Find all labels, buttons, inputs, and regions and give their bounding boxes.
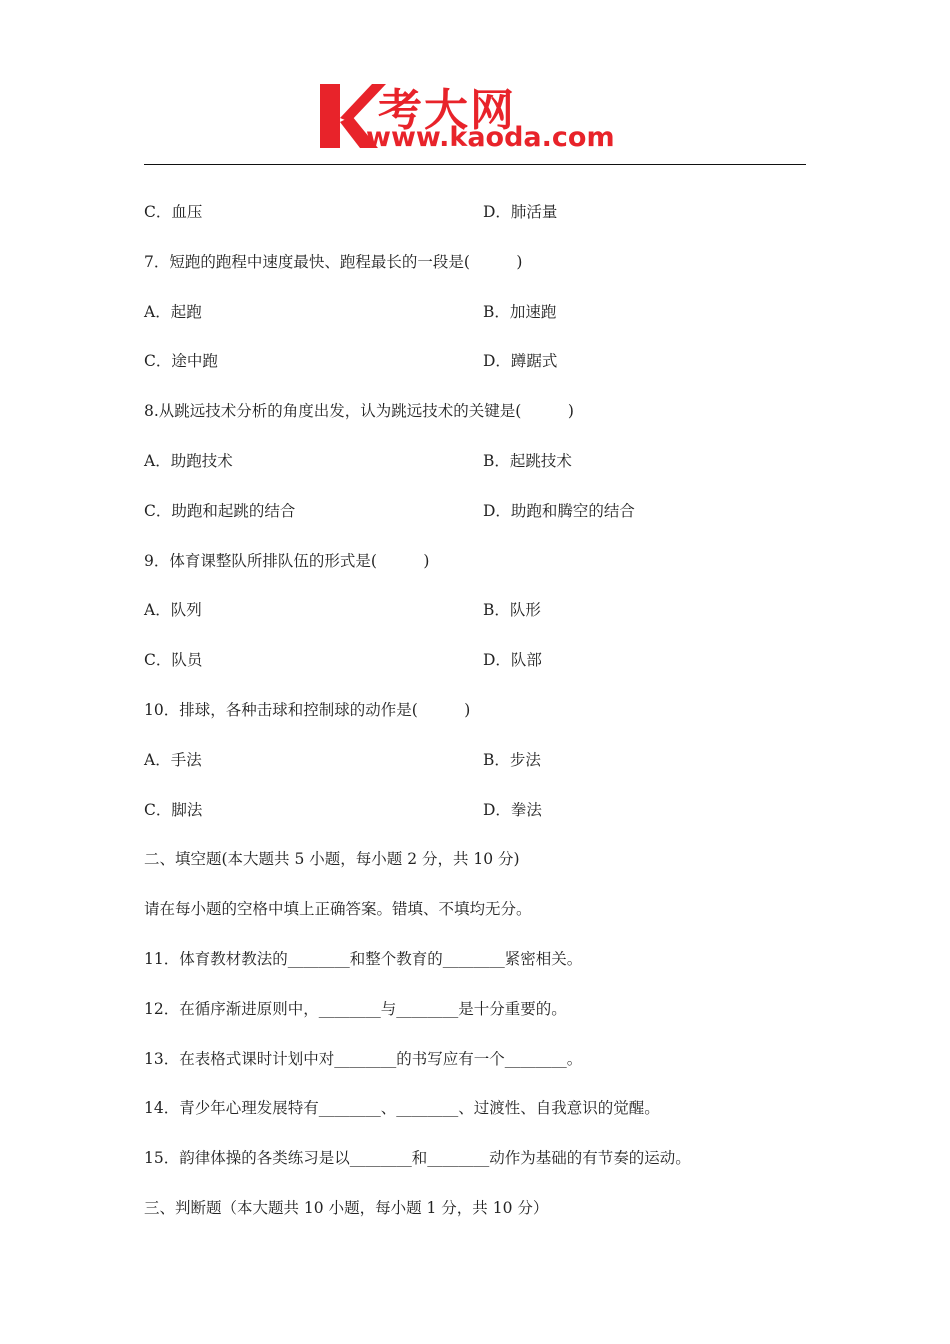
section-heading-fill-in — [144, 843, 806, 893]
header-divider — [144, 164, 806, 165]
question-text: 11．体育教材教法的________和整个教育的________紧密相关。 — [144, 949, 583, 968]
document-body — [144, 196, 806, 1242]
question-text: 7．短跑的跑程中速度最快、跑程最长的一段是( ) — [144, 252, 523, 271]
option-a: A．起跑 — [144, 302, 202, 321]
section-title: 三、判断题（本大题共 10 小题，每小题 1 分，共 10 分） — [144, 1198, 549, 1217]
option-c: C．脚法 — [144, 800, 203, 819]
section-title: 二、填空题(本大题共 5 小题，每小题 2 分，共 10 分) — [144, 850, 520, 869]
option-c: C．血压 — [144, 203, 203, 221]
option-a: A．队列 — [144, 601, 202, 620]
option-d: D．蹲踞式 — [483, 352, 558, 371]
option-d: D．拳法 — [483, 800, 542, 819]
option-d: D．助跑和腾空的结合 — [483, 501, 635, 520]
question-text: 15．韵律体操的各类练习是以________和________动作为基础的有节奏的运动。 — [144, 1149, 691, 1168]
section-heading-true-false — [144, 1192, 806, 1242]
option-row — [144, 594, 806, 644]
question-text: 13．在表格式课时计划中对________的书写应有一个________。 — [144, 1049, 583, 1068]
question-text: 12．在循序渐进原则中，________与________是十分重要的。 — [144, 999, 567, 1018]
question-text: 9．体育课整队所排队伍的形式是( ) — [144, 551, 430, 570]
page-header — [0, 0, 950, 170]
question-text: 8.从跳远技术分析的角度出发，认为跳远技术的关键是( ) — [144, 402, 574, 421]
option-b: B．队形 — [483, 601, 541, 620]
option-c: C．队员 — [144, 651, 203, 670]
kaoda-logo[interactable] — [316, 78, 646, 160]
logo-chinese-text: 考大网 — [378, 85, 516, 136]
option-c: C．助跑和起跳的结合 — [144, 501, 296, 520]
option-row — [144, 445, 806, 495]
option-row — [144, 794, 806, 844]
question-9 — [144, 545, 806, 595]
question-14 — [144, 1092, 806, 1142]
option-d: D．肺活量 — [483, 203, 558, 221]
question-15 — [144, 1142, 806, 1192]
logo-url-text: www.kaoda.com — [366, 122, 615, 153]
option-c: C．途中跑 — [144, 352, 218, 371]
question-13 — [144, 1043, 806, 1093]
option-row — [144, 644, 806, 694]
option-b: B．加速跑 — [483, 302, 557, 321]
instruction-text: 请在每小题的空格中填上正确答案。错填、不填均无分。 — [144, 900, 532, 919]
option-b: B．起跳技术 — [483, 451, 572, 470]
option-row — [144, 345, 806, 395]
option-b: B．步法 — [483, 750, 541, 769]
question-text: 10．排球，各种击球和控制球的动作是( ) — [144, 700, 471, 719]
option-row — [144, 495, 806, 545]
option-row — [144, 744, 806, 794]
question-7 — [144, 246, 806, 296]
option-a: A．助跑技术 — [144, 451, 233, 470]
question-10 — [144, 694, 806, 744]
question-11 — [144, 943, 806, 993]
section-instructions — [144, 893, 806, 943]
option-row — [144, 296, 806, 346]
question-12 — [144, 993, 806, 1043]
option-d: D．队部 — [483, 651, 542, 670]
question-8 — [144, 395, 806, 445]
option-row — [144, 196, 806, 246]
question-text: 14．青少年心理发展特有________、________、过渡性、自我意识的觉醒。 — [144, 1099, 660, 1118]
option-a: A．手法 — [144, 750, 202, 769]
